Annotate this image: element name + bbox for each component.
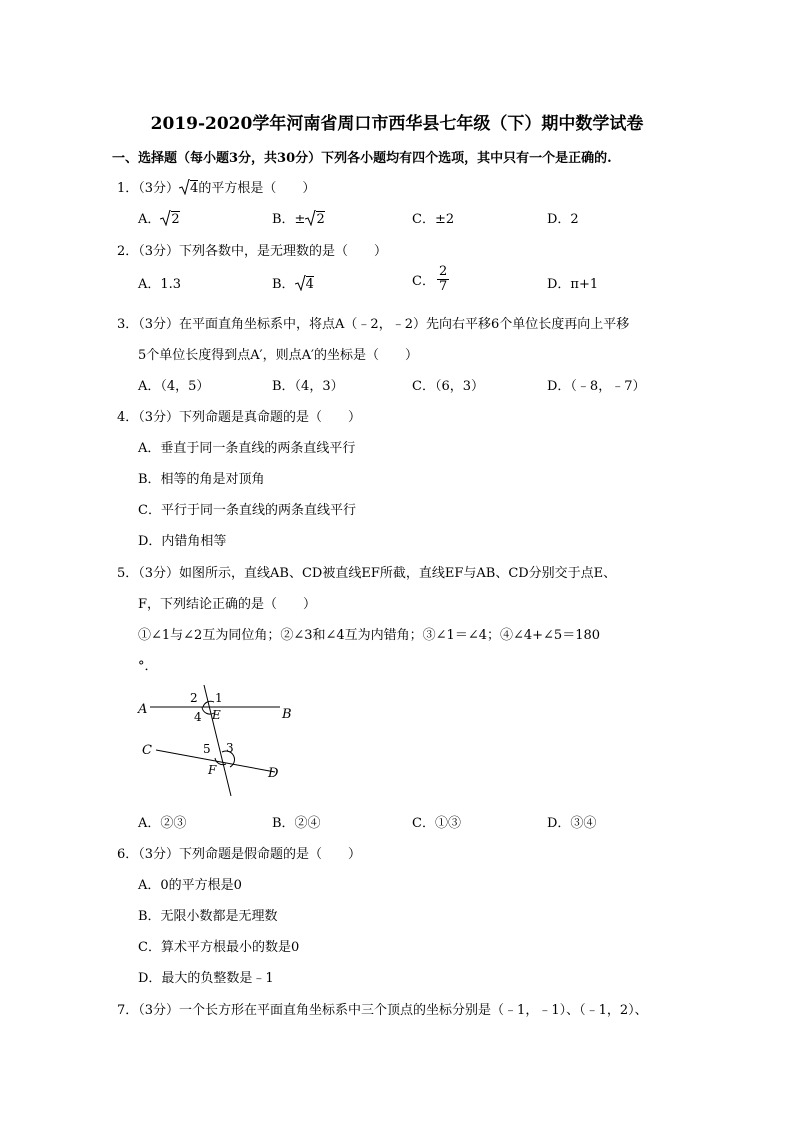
question-1-stem: 1．（3分） 4的平方根是（ ）	[117, 181, 316, 196]
q5-option-c[interactable]: C．①③	[412, 816, 461, 831]
geometry-figure	[130, 680, 310, 800]
question-6-stem: 6．（3分）下列命题是假命题的是（ ）	[117, 847, 362, 862]
page-title: 2019-2020学年河南省周口市西华县七年级（下）期中数学试卷	[150, 114, 644, 134]
question-5-line-2: F，下列结论正确的是（ ）	[138, 597, 317, 612]
q5-option-a[interactable]: A．②③	[138, 816, 187, 831]
label-e: E	[212, 708, 221, 722]
label-f: F	[208, 763, 217, 777]
sqrt-symbol: 2	[305, 210, 324, 227]
q4-option-d[interactable]: D．内错角相等	[138, 534, 227, 549]
label-a: A	[138, 702, 148, 717]
question-5-line-4: °．	[138, 659, 158, 674]
question-5-line-3: ①∠1与∠2互为同位角；②∠3和∠4互为内错角；③∠1＝∠4；④∠4+∠5＝180	[138, 628, 601, 643]
angle-label-3: 3	[226, 741, 234, 755]
q6-option-d[interactable]: D．最大的负整数是﹣1	[138, 971, 274, 986]
q3-option-d[interactable]: D．（﹣8，﹣7）	[547, 379, 646, 394]
sqrt-symbol: 2	[160, 210, 179, 227]
question-3-line-1: 3．（3分）在平面直角坐标系中，将点A（﹣2，﹣2）先向右平移6个单位长度再向上平移	[117, 317, 630, 332]
q1-option-d[interactable]: D．2	[547, 212, 579, 227]
q5-option-d[interactable]: D．③④	[547, 816, 597, 831]
question-3-line-2: 5个单位长度得到点A′，则点A′的坐标是（ ）	[138, 348, 418, 363]
q2-option-d[interactable]: D．π+1	[547, 277, 599, 292]
q2-option-a[interactable]: A．1.3	[138, 277, 182, 292]
q1-option-a[interactable]: A． 2	[138, 212, 180, 227]
q2-option-c[interactable]: C． $\frac{2}{7}$	[412, 264, 448, 294]
label-d: D	[268, 766, 279, 781]
question-2-stem: 2．（3分）下列各数中，是无理数的是（ ）	[117, 244, 388, 259]
q1-option-c[interactable]: C．±2	[412, 212, 455, 227]
section-heading: 一、选择题（每小题3分，共30分）下列各小题均有四个选项，其中只有一个是正确的.	[112, 151, 612, 166]
question-7-line-1: 7．（3分）一个长方形在平面直角坐标系中三个顶点的坐标分别是（﹣1，﹣1）、（﹣1，2）、	[117, 1003, 648, 1018]
angle-label-2: 2	[190, 691, 198, 705]
angle-label-1: 1	[215, 691, 223, 705]
sqrt-symbol: 4	[295, 275, 314, 292]
q3-option-c[interactable]: C．（6，3）	[412, 379, 484, 394]
angle-arc-5	[215, 758, 226, 765]
label-b: B	[282, 707, 292, 722]
angle-label-5: 5	[203, 742, 211, 756]
q4-option-c[interactable]: C．平行于同一条直线的两条直线平行	[138, 503, 356, 518]
q6-option-a[interactable]: A．0的平方根是0	[138, 878, 242, 893]
label-c: C	[142, 743, 152, 758]
fraction: $\frac{2}{7}$	[438, 264, 448, 294]
q6-option-b[interactable]: B．无限小数都是无理数	[138, 909, 278, 924]
q4-option-b[interactable]: B．相等的角是对顶角	[138, 472, 265, 487]
q2-option-b[interactable]: B． 4	[272, 277, 314, 292]
q4-option-a[interactable]: A．垂直于同一条直线的两条直线平行	[138, 441, 356, 456]
sqrt-symbol: 4	[179, 179, 198, 196]
question-4-stem: 4．（3分）下列命题是真命题的是（ ）	[117, 410, 362, 425]
q6-option-c[interactable]: C．算术平方根最小的数是0	[138, 940, 300, 955]
q3-option-a[interactable]: A．（4，5）	[138, 379, 210, 394]
q5-option-b[interactable]: B．②④	[272, 816, 321, 831]
question-5-line-1: 5．（3分）如图所示，直线AB、CD被直线EF所截，直线EF与AB、CD分别交于点E、	[117, 566, 617, 581]
q3-option-b[interactable]: B．（4，3）	[272, 379, 344, 394]
q1-option-b[interactable]: B．± 2	[272, 212, 325, 227]
angle-label-4: 4	[194, 710, 202, 724]
